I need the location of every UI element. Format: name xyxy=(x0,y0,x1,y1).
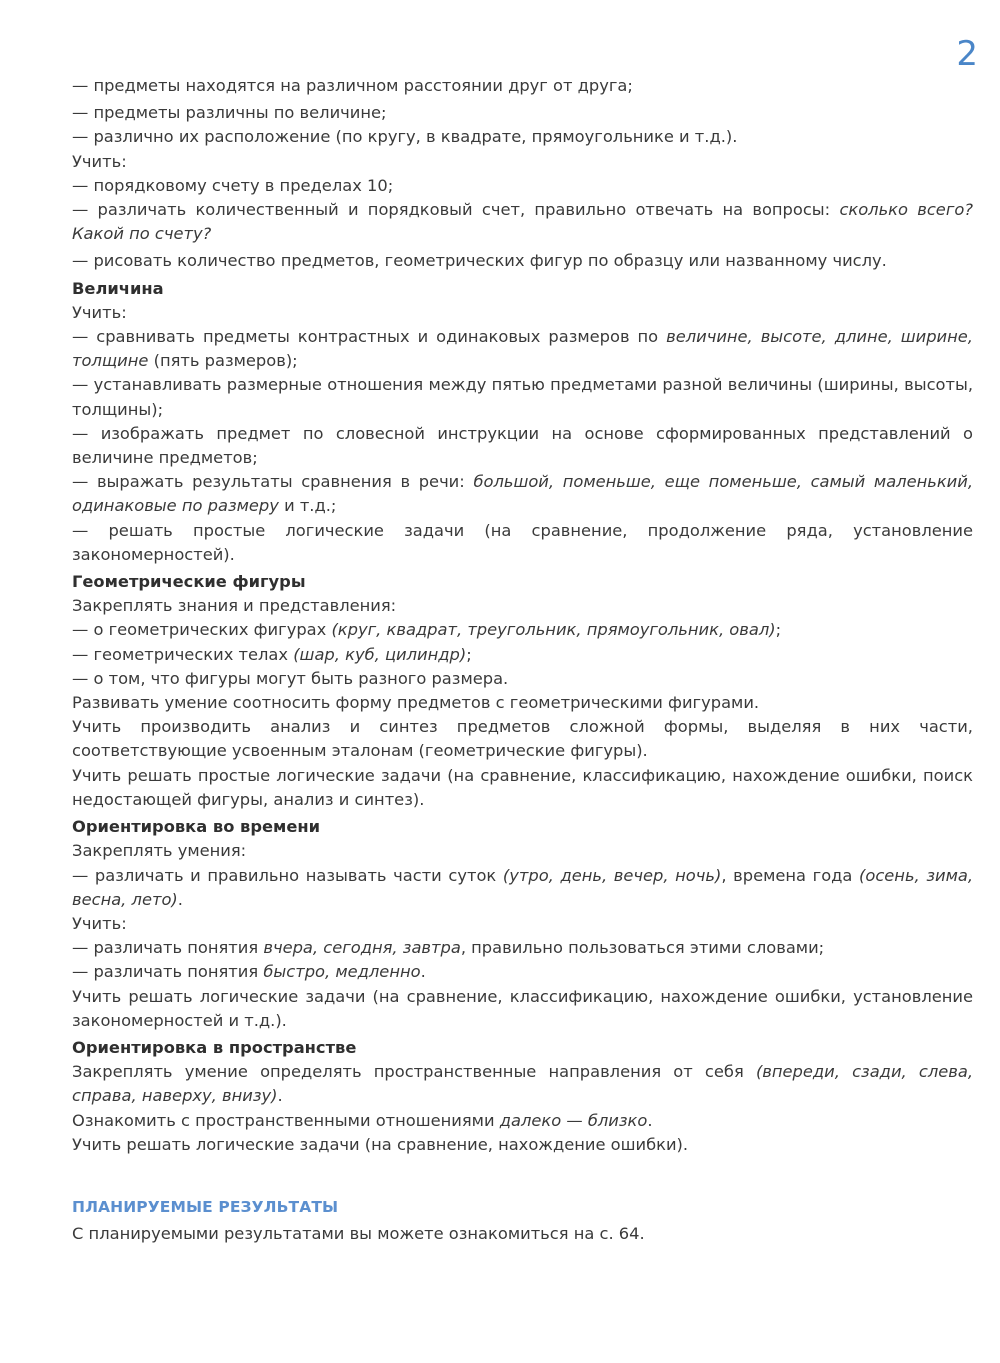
paragraph: Развивать умение соотносить форму предметов с геометрическими фигурами. xyxy=(72,693,760,713)
list-item: — различать понятия вчера, сегодня, завтра, правильно пользоваться этими словами; xyxy=(72,938,825,958)
list-item: — выражать результаты сравнения в речи: большой, поменьше, еще поменьше, самый маленький, одинаковые по размеру и т.д.; xyxy=(72,472,974,516)
list-item: — устанавливать размерные отношения между пятью предметами разной величины (ширины, высоты, толщины); xyxy=(72,375,973,419)
paragraph: Ознакомить с пространственными отношениями далеко — близко. xyxy=(72,1110,653,1130)
paragraph: Учить решать логические задачи (на сравнение, нахождение ошибки). xyxy=(72,1134,689,1154)
list-item: — сравнивать предметы контрастных и одинаковых размеров по величине, высоте, длине, ширине, толщине (пять размеров); xyxy=(72,327,973,371)
list-item: — различать понятия быстро, медленно. xyxy=(72,962,426,982)
paragraph: Учить решать простые логические задачи (на сравнение, классификацию, нахождение ошибки, поиск недостающей фигуры, анализ и синтез). xyxy=(72,765,973,809)
list-item: — различать количественный и порядковый счет, правильно отвечать на вопросы: сколько всего? Какой по счету? xyxy=(72,200,973,244)
list-item: — рисовать количество предметов, геометрических фигур по образцу или названному числу. xyxy=(72,251,887,271)
list-item: — геометрических телах (шар, куб, цилиндр); xyxy=(72,644,472,664)
list-item: — решать простые логические задачи (на сравнение, продолжение ряда, установление закономерностей). xyxy=(72,520,973,564)
planned-results-text: С планируемыми результатами вы можете ознакомиться на с. 64. xyxy=(72,1224,645,1243)
paragraph: Учить: xyxy=(72,302,127,322)
paragraph: Учить производить анализ и синтез предметов сложной формы, выделяя в них части, соответствующие усвоенным эталонам (геометрические фигуры). xyxy=(72,717,973,761)
page-number: 2 xyxy=(956,34,978,74)
list-item: — о геометрических фигурах (круг, квадрат, треугольник, прямоугольник, овал); xyxy=(72,620,782,640)
list-item: — различно их расположение (по кругу, в квадрате, прямоугольнике и т.д.). xyxy=(72,127,738,147)
section-heading-velichina: Величина xyxy=(72,278,164,298)
list-item: — порядковому счету в пределах 10; xyxy=(72,175,394,195)
page-body xyxy=(48,74,973,1157)
list-item: — предметы различны по величине; xyxy=(72,103,387,123)
section-heading-geometry: Геометрические фигуры xyxy=(72,572,306,592)
section-heading-time: Ориентировка во времени xyxy=(72,817,321,837)
paragraph: Учить: xyxy=(72,151,127,171)
list-item: — различать и правильно называть части суток (утро, день, вечер, ночь), времена года (осень, зима, весна, лето). xyxy=(72,865,974,909)
planned-results-title: ПЛАНИРУЕМЫЕ РЕЗУЛЬТАТЫ xyxy=(72,1198,339,1216)
list-item: — о том, что фигуры могут быть разного размера. xyxy=(72,668,509,688)
list-item: — изображать предмет по словесной инструкции на основе сформированных представлений о величине предметов; xyxy=(72,423,973,468)
paragraph: Закреплять умения: xyxy=(72,841,247,861)
section-heading-space: Ориентировка в пространстве xyxy=(72,1037,357,1057)
paragraph: Закреплять знания и представления: xyxy=(72,596,397,616)
paragraph: Закреплять умение определять пространственные направления от себя (впереди, сзади, слева, справа, наверху, внизу). xyxy=(72,1062,974,1106)
paragraph: Учить решать логические задачи (на сравнение, классификацию, нахождение ошибки, установление закономерностей и т.д.). xyxy=(72,986,973,1030)
list-item: — предметы находятся на различном расстоянии друг от друга; xyxy=(72,76,633,95)
paragraph: Учить: xyxy=(72,913,127,933)
